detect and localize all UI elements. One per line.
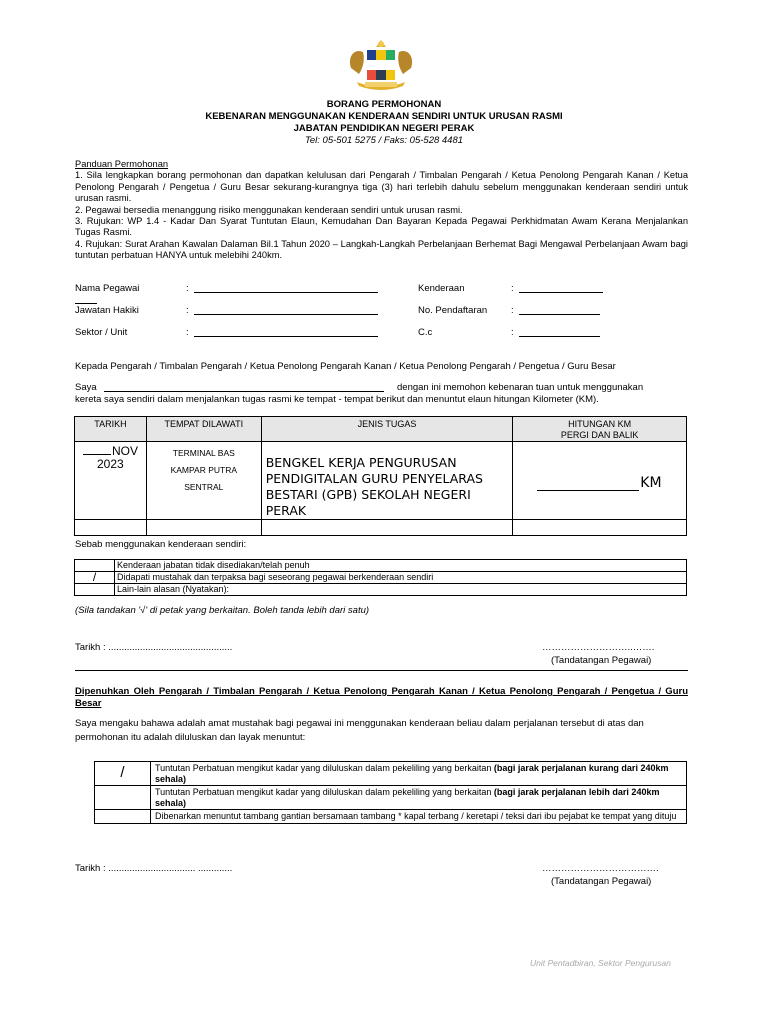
date-line-1[interactable]: Tarikh : ............................................... bbox=[75, 642, 233, 653]
empty-cell[interactable] bbox=[513, 520, 687, 536]
form-title: BORANG PERMOHONAN bbox=[326, 99, 442, 110]
place-line: SENTRAL bbox=[184, 482, 224, 492]
date-month: NOV bbox=[112, 444, 139, 458]
tick-instruction: (Sila tandakan '√' di petak yang berkaitan. Boleh tanda lebih dari satu) bbox=[75, 605, 370, 616]
approval-option-text: Tuntutan Perbatuan mengikut kadar yang diluluskan dalam pekeliling yang berkaitan bbox=[155, 787, 494, 797]
approval-row bbox=[95, 762, 687, 786]
approval-option-text: Dibenarkan menuntut tambang gantian bersamaan tambang * kapal terbang / keretapi / teksi dari ibu pejabat ke tempat yang dituju bbox=[155, 811, 677, 821]
header-place: TEMPAT DILAWATI bbox=[146, 417, 261, 442]
approval-row bbox=[95, 786, 687, 810]
cc-label: C.c bbox=[418, 327, 433, 338]
registration-label: No. Pendaftaran bbox=[418, 305, 488, 316]
signature-line-1[interactable]: ………………………..……. bbox=[542, 642, 655, 653]
km-cell[interactable] bbox=[513, 442, 687, 520]
applicant-name-field[interactable] bbox=[104, 391, 384, 392]
table-row bbox=[75, 442, 687, 520]
reason-checkbox[interactable] bbox=[75, 584, 115, 596]
reason-text: Kenderaan jabatan tidak disediakan/telah penuh bbox=[115, 560, 687, 572]
colon: : bbox=[186, 305, 189, 316]
reason-row bbox=[75, 560, 687, 572]
approval-option bbox=[151, 762, 687, 786]
reason-text: Didapati mustahak dan terpaksa bagi seseorang pegawai berkenderaan sendiri bbox=[115, 572, 687, 584]
colon: : bbox=[186, 283, 189, 294]
trip-table-header bbox=[75, 417, 687, 442]
place-line: TERMINAL BAS bbox=[172, 448, 235, 458]
approval-option bbox=[151, 786, 687, 810]
trip-table bbox=[74, 416, 687, 536]
date-line-2[interactable]: Tarikh : ................................. ............. bbox=[75, 863, 233, 874]
approval-checkbox[interactable] bbox=[95, 786, 151, 810]
colon: : bbox=[511, 327, 514, 338]
approval-option bbox=[151, 810, 687, 824]
task-cell[interactable] bbox=[261, 442, 513, 520]
signature-caption-1: (Tandatangan Pegawai) bbox=[551, 655, 652, 666]
guide-item: 2. Pegawai bersedia menanggung risiko menggunakan kenderaan sendiri untuk urusan rasmi. bbox=[75, 204, 463, 215]
saya-label: Saya bbox=[75, 382, 97, 393]
approval-statement: Saya mengaku bahawa adalah amat mustahak bagi pegawai ini menggunakan kenderaan beliau dalam perjalanan tersebut di atas dan permohonan itu adalah diluluskan dan layak menuntut: bbox=[75, 718, 644, 743]
header-date: TARIKH bbox=[75, 417, 147, 442]
department-name: JABATAN PENDIDIKAN NEGERI PERAK bbox=[293, 123, 475, 134]
reason-checkbox[interactable]: / bbox=[75, 572, 115, 584]
km-unit: KM bbox=[640, 475, 662, 491]
approval-option-note: (bagi jarak perjalanan kurang dari 240km sehala) bbox=[155, 763, 669, 784]
vehicle-field[interactable] bbox=[519, 292, 603, 293]
registration-field[interactable] bbox=[519, 314, 600, 315]
header-km-line1: HITUNGAN KM bbox=[568, 419, 632, 429]
task-line: BENGKEL KERJA PENGURUSAN bbox=[265, 455, 457, 470]
empty-cell[interactable] bbox=[146, 520, 261, 536]
footer-unit: Unit Pentadbiran, Sektor Pengurusan bbox=[530, 958, 671, 968]
position-field[interactable] bbox=[194, 314, 378, 315]
empty-cell[interactable] bbox=[75, 520, 147, 536]
colon: : bbox=[186, 327, 189, 338]
reason-text: Lain-lain alasan (Nyatakan): bbox=[115, 584, 687, 596]
table-row bbox=[75, 520, 687, 536]
vehicle-label: Kenderaan bbox=[418, 283, 465, 294]
colon: : bbox=[511, 305, 514, 316]
addressee: Kepada Pengarah / Timbalan Pengarah / Ketua Penolong Pengarah Kanan / Ketua Penolong Pengarah / Pengetua / Guru Besar bbox=[75, 361, 616, 372]
form-header bbox=[0, 99, 768, 147]
sector-field[interactable] bbox=[194, 336, 378, 337]
approval-checkbox[interactable]: / bbox=[95, 762, 151, 786]
reason-table bbox=[74, 559, 687, 596]
reason-row bbox=[75, 584, 687, 596]
place-cell[interactable] bbox=[146, 442, 261, 520]
section-divider bbox=[75, 670, 688, 671]
colon: : bbox=[511, 283, 514, 294]
header-km-line2: PERGI DAN BALIK bbox=[560, 430, 639, 440]
km-field[interactable] bbox=[537, 490, 639, 491]
application-guide bbox=[75, 159, 688, 262]
empty-cell[interactable] bbox=[261, 520, 513, 536]
contact-info: Tel: 05-501 5275 / Faks: 05-528 4481 bbox=[304, 135, 464, 146]
request-text-2: kereta saya sendiri dalam menjalankan tugas rasmi ke tempat - tempat berikut dan menuntut elaun hitungan Kilometer (KM). bbox=[75, 394, 599, 405]
task-line: BESTARI (GPB) SEKOLAH NEGERI PERAK bbox=[265, 487, 471, 518]
date-year: 2023 bbox=[97, 457, 124, 471]
approval-option-note: (bagi jarak perjalanan lebih dari 240km sehala) bbox=[155, 787, 660, 808]
reason-row bbox=[75, 572, 687, 584]
name-field-overflow bbox=[75, 303, 97, 304]
cc-field[interactable] bbox=[519, 336, 600, 337]
approval-table bbox=[94, 761, 687, 824]
form-subtitle: KEBENARAN MENGGUNAKAN KENDERAAN SENDIRI UNTUK URUSAN RASMI bbox=[205, 111, 563, 122]
day-field[interactable] bbox=[83, 454, 111, 455]
signature-caption-2: (Tandatangan Pegawai) bbox=[551, 876, 652, 887]
name-field[interactable] bbox=[194, 292, 378, 293]
task-line: PENDIGITALAN GURU PENYELARAS bbox=[265, 471, 483, 486]
place-line: KAMPAR PUTRA bbox=[170, 465, 238, 475]
header-km bbox=[513, 417, 687, 442]
request-text-1: dengan ini memohon kebenaran tuan untuk menggunakan bbox=[397, 382, 644, 393]
approval-title: Dipenuhkan Oleh Pengarah / Timbalan Pengarah / Ketua Penolong Pengarah Kanan / Ketua Penolong Pengarah / Pengetua / Guru Besar bbox=[75, 686, 688, 709]
signature-line-2[interactable]: ………………………………. bbox=[542, 863, 659, 874]
approval-row bbox=[95, 810, 687, 824]
date-cell[interactable] bbox=[75, 442, 147, 520]
name-label: Nama Pegawai bbox=[75, 283, 140, 294]
guide-item: 1. Sila lengkapkan borang permohonan dan dapatkan kelulusan dari Pengarah / Timbalan Pengarah / Ketua Penolong Pengarah Kanan / Ketua Penolong Pengarah / Pengetua / Guru Besar sekurang-kurangnya tiga (3) hari terlebih dahulu sebelum menggunakan kenderaan sendiri untuk urusan rasmi. bbox=[75, 170, 688, 204]
position-label: Jawatan Hakiki bbox=[75, 305, 139, 316]
malaysia-coat-of-arms-icon bbox=[343, 38, 419, 94]
approval-checkbox[interactable] bbox=[95, 810, 151, 824]
approval-option-text: Tuntutan Perbatuan mengikut kadar yang diluluskan dalam pekeliling yang berkaitan bbox=[155, 763, 494, 773]
reason-label: Sebab menggunakan kenderaan sendiri: bbox=[75, 539, 247, 550]
guide-title: Panduan Permohonan bbox=[75, 159, 169, 169]
header-task: JENIS TUGAS bbox=[261, 417, 513, 442]
sector-label: Sektor / Unit bbox=[75, 327, 128, 338]
guide-item: 4. Rujukan: Surat Arahan Kawalan Dalaman Bil.1 Tahun 2020 – Langkah-Langkah Perbelanjaan Berhemat Bagi Mengawal Perbelanjaan Awam bagi tuntutan perbatuan HANYA untuk melebihi 240km. bbox=[75, 238, 688, 261]
guide-item: 3. Rujukan: WP 1.4 - Kadar Dan Syarat Tuntutan Elaun, Kemudahan Dan Bayaran Kepada Pegawai Perkhidmatan Awam Kerana Menjalankan Tugas Rasmi. bbox=[75, 216, 688, 238]
